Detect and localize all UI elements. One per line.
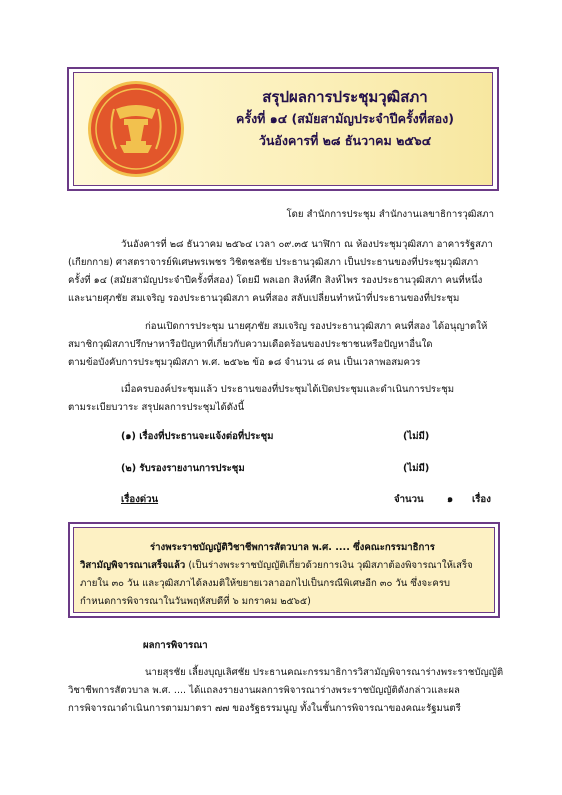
urgent-count: ๑	[447, 494, 454, 505]
banner-title: สรุปผลการประชุมวุฒิสภา	[262, 88, 428, 106]
highlight-line2-bold: วิสามัญพิจารณาเสร็จแล้ว	[80, 560, 186, 571]
agenda-item-2-status: (ไม่มี)	[403, 463, 430, 474]
highlight-line1: ร่างพระราชบัญญัติวิชาชีพการสัตวบาล พ.ศ. .... ซึ่งคณะกรรมาธิการ	[150, 542, 435, 553]
para1-line4: และนายศุภชัย สมเจริญ รองประธานวุฒิสภา คนที่สอง สลับเปลี่ยนทำหน้าที่ประธานของที่ประชุม	[68, 293, 460, 304]
para3-line1: เมื่อครบองค์ประชุมแล้ว ประธานของที่ประชุมได้เปิดประชุมและดำเนินการประชุม	[121, 384, 455, 395]
para2-line2: สมาชิกวุฒิสภาปรึกษาหารือปัญหาที่เกี่ยวกับความเดือดร้อนของประชาชนหรือปัญหาอื่นใด	[68, 339, 433, 350]
para2-line1: ก่อนเปิดการประชุม นายศุภชัย สมเจริญ รองประธานวุฒิสภา คนที่สอง ได้อนุญาตให้	[145, 321, 488, 332]
highlight-line4: กำหนดการพิจารณาในวันพฤหัสบดีที่ ๖ มกราคม ๒๕๖๕)	[80, 596, 311, 607]
highlight-line2	[80, 557, 473, 575]
result-heading: ผลการพิจารณา	[143, 640, 208, 651]
agenda-item-2-label: (๒) รับรองรายงานการประชุม	[121, 463, 245, 474]
banner-date: วันอังคารที่ ๒๘ ธันวาคม ๒๕๖๔	[258, 133, 432, 148]
para4-line3: การพิจารณาดำเนินการตามมาตรา ๗๗ ของรัฐธรรมนูญ ทั้งในชั้นการพิจารณาของคณะรัฐมนตรี	[68, 703, 461, 714]
agenda-item-1-status: (ไม่มี)	[403, 431, 430, 442]
para1-line2: (เกียกกาย) ศาสตราจารย์พิเศษพรเพชร วิชิตชลชัย ประธานวุฒิสภา เป็นประธานของที่ประชุมวุฒิสภา	[68, 257, 479, 268]
byline: โดย สำนักการประชุม สำนักงานเลขาธิการวุฒิสภา	[286, 209, 494, 220]
highlight-line2-rest: (เป็นร่างพระราชบัญญัติเกี่ยวด้วยการเงิน วุฒิสภาต้องพิจารณาให้เสร็จ	[185, 560, 473, 571]
para3-line2: ตามระเบียบวาระ สรุปผลการประชุมได้ดังนี้	[68, 402, 245, 413]
banner-text	[200, 86, 490, 152]
agenda-item-1-label: (๑) เรื่องที่ประธานจะแจ้งต่อที่ประชุม	[121, 431, 274, 442]
highlight-line3: ภายใน ๓๐ วัน และวุฒิสภาได้ลงมติให้ขยายเวลาออกไปเป็นกรณีพิเศษอีก ๓๐ วัน ซึ่งจะครบ	[80, 578, 450, 589]
para4-line1: นายสุรชัย เลี้ยงบุญเลิศชัย ประธานคณะกรรมาธิการวิสามัญพิจารณาร่างพระราชบัญญัติ	[145, 667, 504, 678]
urgent-count-label: จำนวน	[394, 494, 424, 505]
banner-session: ครั้งที่ ๑๔ (สมัยสามัญประจำปีครั้งที่สอง)	[236, 111, 454, 126]
urgent-unit: เรื่อง	[472, 494, 491, 505]
para4-line2: วิชาชีพการสัตวบาล พ.ศ. .... ได้แถลงรายงานผลการพิจารณาร่างพระราชบัญญัติดังกล่าวและผล	[68, 685, 460, 696]
para1-line3: ครั้งที่ ๑๔ (สมัยสามัญประจำปีครั้งที่สอง) โดยมี พลเอก สิงห์ศึก สิงห์ไพร รองประธานวุฒิสภา คนที่หนึ่ง	[68, 275, 483, 286]
para2-line3: ตามข้อบังคับการประชุมวุฒิสภา พ.ศ. ๒๕๖๒ ข้อ ๑๘ จำนวน ๘ คน เป็นเวลาพอสมควร	[68, 357, 421, 368]
senate-seal-icon	[86, 79, 186, 179]
para1-line1: วันอังคารที่ ๒๘ ธันวาคม ๒๕๖๔ เวลา ๐๙.๓๕ นาฬิกา ณ ห้องประชุมวุฒิสภา อาคารรัฐสภา	[121, 239, 493, 250]
urgent-label: เรื่องด่วน	[121, 494, 159, 505]
